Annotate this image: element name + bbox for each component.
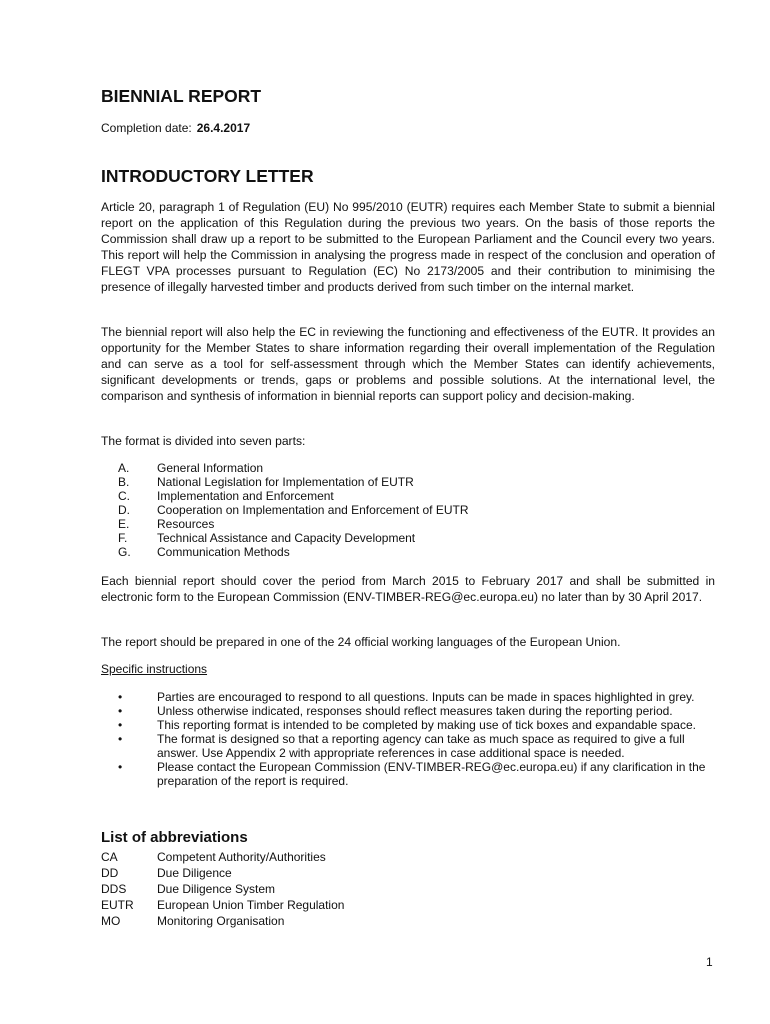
paragraph-format-intro: The format is divided into seven parts: [101,434,306,448]
abbr-meaning: Monitoring Organisation [157,914,285,928]
part-letter: B. [118,475,130,489]
list-item [101,732,715,760]
part-letter: F. [118,531,128,545]
part-letter: D. [118,503,130,517]
report-title: BIENNIAL REPORT [101,86,262,106]
part-text: Implementation and Enforcement [157,489,334,503]
list-item [118,545,469,559]
list-item [101,881,344,897]
abbr-code: DDS [101,882,127,896]
paragraph-ec-review: The biennial report will also help the EC in reviewing the functioning and effectiveness of the EUTR. It provides an opportunity for the Member States to share information regarding their overall implementation of the Regulation and can serve as a tool for self-assessment through which the Member States can identify achievements, significant developments or trends, gaps or problems and possible solutions. At the international level, the comparison and synthesis of information in biennial reports can support policy and decision-making. [101,325,715,404]
part-text: Communication Methods [157,545,290,559]
list-item [101,849,344,865]
part-text: General Information [157,461,264,475]
abbreviations-heading: List of abbreviations [101,829,248,846]
abbr-code: DD [101,866,119,880]
list-item [101,760,715,788]
part-text: Cooperation on Implementation and Enforcement of EUTR [157,503,469,517]
instruction-text: This reporting format is intended to be completed by making use of tick boxes and expandable space. [157,718,696,732]
list-item [118,461,469,475]
abbr-code: CA [101,850,118,864]
parts-list [118,461,469,559]
part-letter: G. [118,545,131,559]
list-item [118,517,469,531]
instruction-text: Unless otherwise indicated, responses should reflect measures taken during the reporting period. [157,704,673,718]
abbr-meaning: Competent Authority/Authorities [157,850,326,864]
list-item [118,475,469,489]
bullet-icon: • [118,704,123,718]
list-item [101,865,344,881]
part-letter: A. [118,461,130,475]
part-letter: C. [118,489,130,503]
bullet-icon: • [118,760,123,774]
list-item [101,913,344,929]
instruction-text: Please contact the European Commission (ENV-TIMBER-REG@ec.europa.eu) if any clarification in the preparation of the report is required. [157,760,706,788]
paragraph-period: Each biennial report should cover the period from March 2015 to February 2017 and shall be submitted in electronic form to the European Commission (ENV-TIMBER-REG@ec.europa.eu) no later than by 30 April 2017. [101,574,715,605]
section-title: INTRODUCTORY LETTER [101,166,314,186]
paragraph-languages: The report should be prepared in one of the 24 official working languages of the European Union. [101,635,621,649]
list-item [101,897,344,913]
part-text: National Legislation for Implementation of EUTR [157,475,414,489]
list-item [101,718,715,732]
bullet-icon: • [118,732,123,746]
completion-date-line [101,121,250,135]
abbr-meaning: Due Diligence [157,866,232,880]
abbr-meaning: Due Diligence System [157,882,276,896]
list-item [101,690,715,704]
list-item [118,503,469,517]
instruction-text: Parties are encouraged to respond to all questions. Inputs can be made in spaces highlighted in grey. [157,690,695,704]
abbreviations-list [101,849,344,929]
abbr-code: EUTR [101,898,134,912]
abbr-code: MO [101,914,121,928]
completion-date: 26.4.2017 [196,121,251,135]
list-item [101,704,715,718]
completion-label: Completion date: [101,121,192,135]
bullet-icon: • [118,718,123,732]
list-item [118,489,469,503]
bullet-icon: • [118,690,123,704]
specific-instructions-heading: Specific instructions [101,662,208,676]
part-text: Resources [157,517,215,531]
instruction-text: The format is designed so that a reporting agency can take as much space as required to give a full answer. Use Appendix 2 with appropriate references in case additional space is needed. [157,732,685,760]
list-item [118,531,469,545]
part-text: Technical Assistance and Capacity Development [157,531,416,545]
abbr-meaning: European Union Timber Regulation [157,898,345,912]
instructions-list [101,690,715,788]
part-letter: E. [118,517,130,531]
page-number: 1 [706,955,713,969]
paragraph-article-20: Article 20, paragraph 1 of Regulation (EU) No 995/2010 (EUTR) requires each Member State to submit a biennial report on the application of this Regulation during the previous two years. On the basis of those reports the Commission shall draw up a report to be submitted to the European Parliament and the Council every two years. This report will help the Commission in analysing the progress made in respect of the conclusion and operation of FLEGT VPA processes pursuant to Regulation (EC) No 2173/2005 and their contribution to minimising the presence of illegally harvested timber and products derived from such timber on the internal market. [101,200,715,295]
